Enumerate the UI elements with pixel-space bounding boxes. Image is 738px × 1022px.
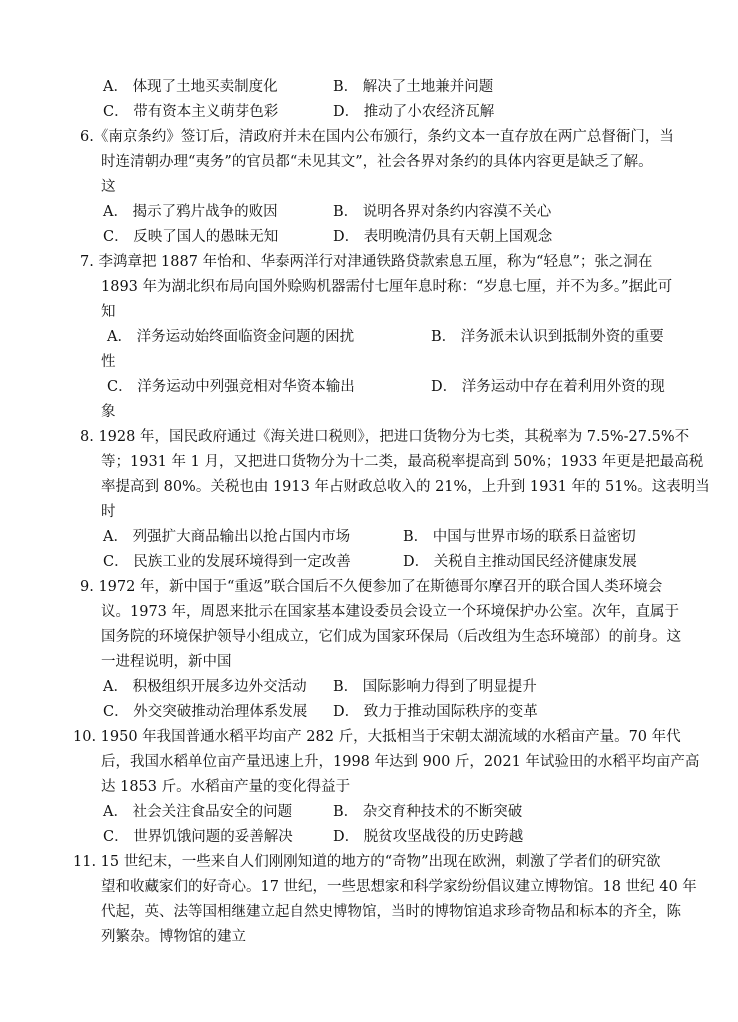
q10-option-b: B． 杂交育种技术的不断突破	[333, 804, 523, 820]
q8-stem-line-1: 8. 1928 年，国民政府通过《海关进口税则》，把进口货物分为七类，其税率为 7.5%-27.5%不	[80, 429, 690, 445]
q9-option-b: B． 国际影响力得到了明显提升	[333, 679, 537, 695]
q7-option-d: D． 洋务运动中存在着利用外资的现	[431, 379, 665, 395]
q8-stem-line-4: 时	[101, 504, 116, 520]
q6-stem-line-3: 这	[101, 179, 116, 195]
q8-stem-line-3: 率提高到 80%。关税也由 1913 年占财政总收入的 21%，上升到 1931 年的 51%。这表明当	[101, 479, 710, 495]
q11-stem-line-2: 望和收藏家们的好奇心。17 世纪，一些思想家和科学家纷纷倡议建立博物馆。18 世纪 40 年	[101, 879, 697, 895]
q8-option-a: A． 列强扩大商品输出以抢占国内市场	[103, 529, 351, 545]
q6-stem-line-2: 时连清朝办理“夷务”的官员都“未见其文”，社会各界对条约的具体内容更是缺乏了解。	[101, 154, 653, 170]
q11-stem-line-4: 列繁杂。博物馆的建立	[101, 929, 246, 945]
q6-option-a: A． 揭示了鸦片战争的败因	[103, 204, 278, 220]
q5-option-d: D． 推动了小农经济瓦解	[333, 104, 495, 120]
q11-stem-line-1: 11. 15 世纪末，一些来自人们刚刚知道的地方的“奇物”出现在欧洲，刺激了学者们的研究欲	[73, 854, 661, 870]
q7-option-a: A． 洋务运动始终面临资金问题的困扰	[107, 329, 355, 345]
q10-option-a: A． 社会关注食品安全的问题	[103, 804, 293, 820]
q10-option-c: C． 世界饥饿问题的妥善解决	[103, 829, 293, 845]
q9-stem-line-2: 议。1973 年，周恩来批示在国家基本建设委员会设立一个环境保护办公室。次年，直属于	[101, 604, 680, 620]
q7-stem-line-1: 7. 李鸿章把 1887 年怡和、华泰两洋行对津通铁路贷款索息五厘，称为“轻息”；张之洞在	[80, 254, 653, 270]
q11-stem-line-3: 代起，英、法等国相继建立起自然史博物馆，当时的博物馆追求珍奇物品和标本的齐全，陈	[101, 904, 681, 920]
q10-option-d: D． 脱贫攻坚战役的历史跨越	[333, 829, 524, 845]
q9-option-d: D． 致力于推动国际秩序的变革	[333, 704, 538, 720]
q9-stem-line-4: 一进程说明，新中国	[101, 654, 232, 670]
q7-stem-line-3: 知	[101, 304, 116, 320]
q7-option-d-cont: 象	[101, 404, 116, 420]
q5-option-c: C． 带有资本主义萌芽色彩	[103, 104, 279, 120]
q8-option-c: C． 民族工业的发展环境得到一定改善	[103, 554, 351, 570]
q6-option-c: C． 反映了国人的愚昧无知	[103, 229, 279, 245]
q7-option-b-cont: 性	[101, 354, 116, 370]
q6-option-b: B． 说明各界对条约内容漠不关心	[333, 204, 552, 220]
q7-stem-line-2: 1893 年为湖北织布局向国外赊购机器需付七厘年息时称：“岁息七厘，并不为多。”据此可	[101, 279, 673, 295]
q7-option-c: C． 洋务运动中列强竞相对华资本输出	[107, 379, 355, 395]
q10-stem-line-2: 后，我国水稻单位亩产量迅速上升，1998 年达到 900 斤，2021 年试验田的水稻平均亩产高	[101, 754, 700, 770]
q5-option-b: B． 解决了土地兼并问题	[333, 79, 494, 95]
q5-option-a: A． 体现了土地买卖制度化	[103, 79, 278, 95]
q9-option-c: C． 外交突破推动治理体系发展	[103, 704, 308, 720]
q6-option-d: D． 表明晚清仍具有天朝上国观念	[333, 229, 553, 245]
q10-stem-line-1: 10. 1950 年我国普通水稻平均亩产 282 斤，大抵相当于宋朝太湖流域的水稻亩产量。70 年代	[73, 729, 681, 745]
q7-option-b: B． 洋务派未认识到抵制外资的重要	[431, 329, 664, 345]
q9-option-a: A． 积极组织开展多边外交活动	[103, 679, 307, 695]
q8-option-b: B． 中国与世界市场的联系日益密切	[403, 529, 636, 545]
q10-stem-line-3: 达 1853 斤。水稻亩产量的变化得益于	[101, 779, 351, 795]
q9-stem-line-3: 国务院的环境保护领导小组成立，它们成为国家环保局（后改组为生态环境部）的前身。这	[101, 629, 681, 645]
q8-stem-line-2: 等；1931 年 1 月，又把进口货物分为十二类，最高税率提高到 50%；1933 年更是把最高税	[101, 454, 704, 470]
q8-option-d: D． 关税自主推动国民经济健康发展	[403, 554, 637, 570]
q9-stem-line-1: 9. 1972 年，新中国于“重返”联合国后不久便参加了在斯德哥尔摩召开的联合国人类环境会	[80, 579, 663, 595]
q6-stem-line-1: 6.《南京条约》签订后，清政府并未在国内公布颁行，条约文本一直存放在两广总督衙门，当	[80, 129, 674, 145]
